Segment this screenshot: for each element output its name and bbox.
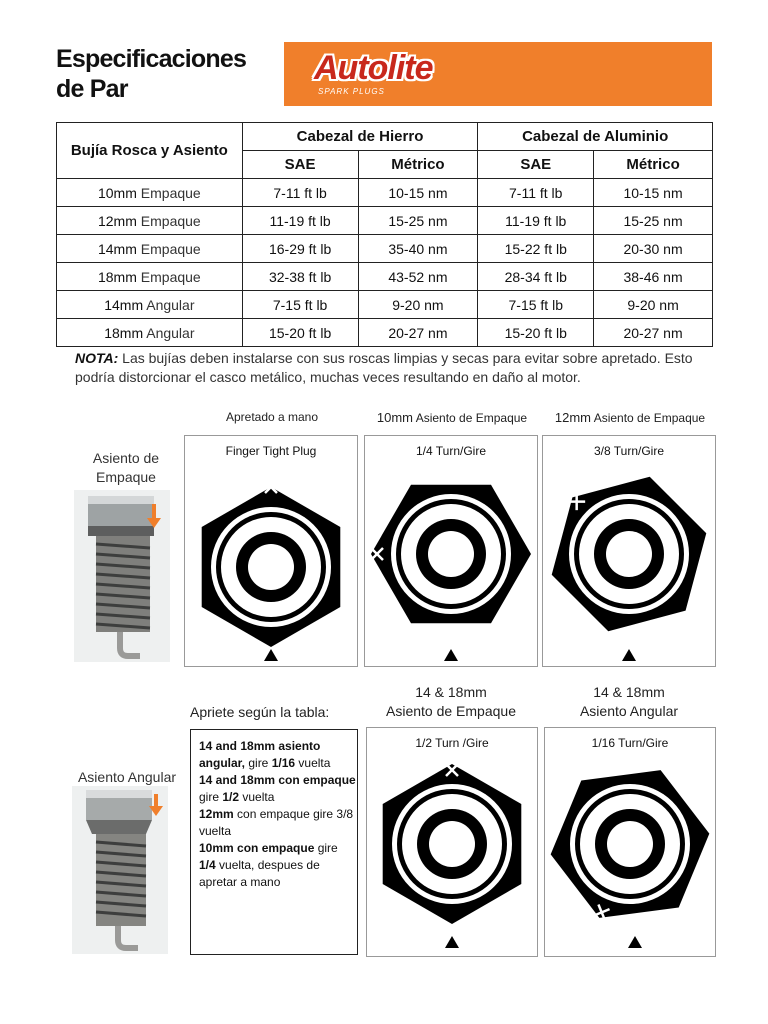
sixteenth-turn-hex-icon [545,728,715,956]
angular-seat-spark-plug-image [72,786,168,954]
plug-label-angular: Asiento Angular [77,769,177,785]
brand-banner [284,42,712,106]
table-row: 14mm Empaque 16-29 ft lb 35-40 nm 15-22 ft lb 20-30 nm [57,235,713,263]
instructions-box: 14 and 18mm asiento angular, gire 1/16 vuelta 14 and 18mm con empaque gire 1/2 vuelta 12mm con empaque gire 3/8 vuelta 10mm con empaque gire 1/4 vuelta, despues de apretar a mano [190,729,358,955]
table-row: 10mm Empaque 7-11 ft lb 10-15 nm 7-11 ft lb 10-15 nm [57,179,713,207]
table-row: 12mm Empaque 11-19 ft lb 15-25 nm 11-19 ft lb 15-25 nm [57,207,713,235]
caption-finger-tight: Apretado a mano [225,410,319,424]
autolite-logo: Autolite [314,49,433,87]
torque-spec-table [56,122,713,347]
diagram-three-eighths-turn: 3/8 Turn/Gire [542,435,716,667]
finger-tight-hex-icon [185,436,357,666]
quarter-turn-hex-icon [365,436,537,666]
three-eighths-turn-hex-icon [543,436,715,666]
col-sae-iron: SAE [242,151,358,179]
col-metric-aluminum: Métrico [594,151,713,179]
caption-intro: Apriete según la tabla: [190,704,330,720]
page-title: Especificaciones de Par [56,45,247,103]
gasket-seat-spark-plug-image [74,490,170,662]
row-header: Bujía Rosca y Asiento [57,123,243,179]
diagram-sixteenth-turn: 1/16 Turn/Gire [544,727,716,957]
caption-10mm: 10mm Asiento de Empaque [376,410,528,425]
col-sae-aluminum: SAE [478,151,594,179]
caption-angular-14-18: 14 & 18mm Asiento Angular [579,684,679,719]
group-aluminum-head: Cabezal de Aluminio [478,123,713,151]
logo-subtitle: SPARK PLUGS [318,87,385,96]
col-metric-iron: Métrico [358,151,478,179]
diagram-finger-tight: Finger Tight Plug [184,435,358,667]
table-row: 18mm Empaque 32-38 ft lb 43-52 nm 28-34 ft lb 38-46 nm [57,263,713,291]
diagram-half-turn: 1/2 Turn /Gire [366,727,538,957]
caption-12mm: 12mm Asiento de Empaque [554,410,706,425]
caption-gasket-14-18: 14 & 18mm Asiento de Empaque [386,684,516,719]
table-row: 14mm Angular 7-15 ft lb 9-20 nm 7-15 ft lb 9-20 nm [57,291,713,319]
plug-label-gasket: Asiento de Empaque [92,450,160,485]
note-paragraph: NOTA: Las bujías deben instalarse con sus roscas limpias y secas para evitar sobre apretado. Esto podría distorcionar el casco metálico, muchas veces resultando en daño al motor. [75,350,693,385]
table-row: 18mm Angular 15-20 ft lb 20-27 nm 15-20 ft lb 20-27 nm [57,319,713,347]
diagram-quarter-turn: 1/4 Turn/Gire [364,435,538,667]
half-turn-hex-icon [367,728,537,956]
group-iron-head: Cabezal de Hierro [242,123,478,151]
